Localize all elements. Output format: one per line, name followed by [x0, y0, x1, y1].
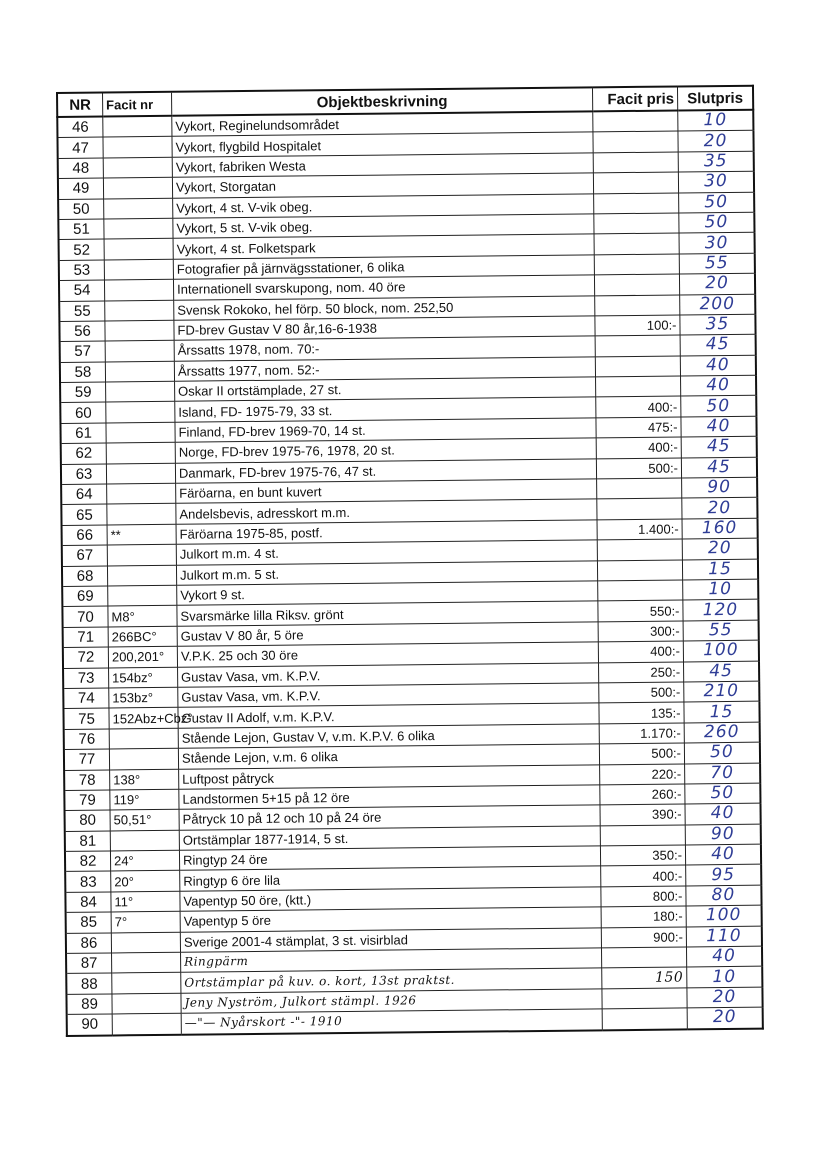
facit-number: 119°: [110, 789, 179, 810]
facit-number: [106, 443, 175, 464]
row-number: 59: [60, 382, 106, 403]
facit-number: [103, 177, 172, 198]
final-price: 50: [679, 212, 755, 233]
facit-price: 500:-: [599, 743, 684, 764]
header-description: Objektbeskrivning: [172, 87, 593, 115]
facit-price: [597, 478, 682, 499]
facit-price: 260:-: [600, 784, 685, 805]
row-number: 71: [63, 627, 109, 648]
facit-number: M8°: [108, 606, 177, 627]
object-description: Vykort, 4 st. V-vik obeg.: [173, 193, 594, 218]
facit-number: [111, 932, 180, 953]
object-description: Ringpärm: [181, 948, 602, 973]
row-number: 65: [61, 504, 107, 525]
final-price: 45: [681, 457, 757, 478]
object-description: Vykort, flygbild Hospitalet: [172, 132, 593, 157]
object-description: V.P.K. 25 och 30 öre: [177, 642, 598, 667]
row-number: 79: [64, 790, 110, 811]
object-description: Ortstämplar 1877-1914, 5 st.: [179, 826, 600, 851]
final-price: 20: [682, 498, 758, 519]
facit-number: 266BC°: [108, 626, 177, 647]
final-price: 40: [681, 416, 757, 437]
final-price: 40: [686, 946, 762, 967]
row-number: 69: [62, 586, 108, 607]
object-description: Gustav Vasa, vm. K.P.V.: [178, 683, 599, 708]
facit-number: 11°: [111, 891, 180, 912]
facit-price: [602, 988, 687, 1009]
facit-number: [112, 1013, 181, 1035]
facit-number: [105, 341, 174, 362]
object-description: Island, FD- 1975-79, 33 st.: [175, 397, 596, 422]
final-price: 20: [678, 131, 754, 152]
facit-number: [112, 973, 181, 994]
row-number: 90: [67, 1014, 113, 1035]
facit-number: [112, 952, 181, 973]
row-number: 62: [61, 443, 107, 464]
object-description: Fotografier på järnvägsstationer, 6 olika: [173, 255, 594, 280]
row-number: 84: [65, 892, 111, 913]
object-description: Sverige 2001-4 stämplat, 3 st. visirblad: [180, 927, 601, 952]
row-number: 88: [66, 973, 112, 994]
object-description: Ortstämplar på kuv. o. kort, 13st praktst.: [181, 968, 602, 993]
facit-number: [107, 504, 176, 525]
final-price: 70: [685, 763, 761, 784]
object-description: Stående Lejon, Gustav V, v.m. K.P.V. 6 olika: [178, 724, 599, 749]
facit-price: [594, 274, 679, 295]
row-number: 74: [63, 688, 109, 709]
facit-price: [602, 1008, 687, 1030]
final-price: 55: [683, 620, 759, 641]
facit-number: [106, 381, 175, 402]
object-description: Norge, FD-brev 1975-76, 1978, 20 st.: [175, 438, 596, 463]
final-price: 80: [686, 885, 762, 906]
facit-price: [595, 294, 680, 315]
object-description: Danmark, FD-brev 1975-76, 47 st.: [175, 459, 596, 484]
facit-number: [112, 993, 181, 1014]
facit-price: [600, 825, 685, 846]
object-description: Årssatts 1978, nom. 70:-: [174, 336, 595, 361]
row-number: 73: [63, 668, 109, 689]
final-price: 15: [682, 559, 758, 580]
row-number: 58: [60, 362, 106, 383]
facit-price: 150: [602, 967, 687, 988]
row-number: 75: [63, 708, 109, 729]
row-number: 81: [65, 831, 111, 852]
facit-price: [593, 110, 678, 132]
row-number: 51: [58, 219, 104, 240]
object-description: Julkort m.m. 5 st.: [176, 560, 597, 585]
facit-number: 153bz°: [109, 687, 178, 708]
object-description: Årssatts 1977, nom. 52:-: [174, 357, 595, 382]
facit-price: [594, 233, 679, 254]
facit-number: [108, 585, 177, 606]
row-number: 85: [66, 912, 112, 933]
facit-price: 1.170:-: [599, 723, 684, 744]
facit-number: **: [107, 524, 176, 545]
facit-price: 180:-: [601, 906, 686, 927]
row-number: 46: [57, 117, 103, 138]
object-description: Ringtyp 6 öre lila: [180, 866, 601, 891]
object-description: Andelsbevis, adresskort m.m.: [176, 499, 597, 524]
row-number: 78: [64, 769, 110, 790]
facit-number: 200,201°: [108, 646, 177, 667]
facit-number: [106, 402, 175, 423]
row-number: 70: [62, 606, 108, 627]
row-number: 60: [60, 402, 106, 423]
final-price: 45: [681, 436, 757, 457]
object-description: FD-brev Gustav V 80 år,16-6-1938: [174, 316, 595, 341]
object-description: Vykort, Reginelundsområdet: [172, 111, 593, 136]
facit-price: 250:-: [599, 662, 684, 683]
facit-price: [593, 131, 678, 152]
row-number: 61: [60, 423, 106, 444]
facit-price: 350:-: [600, 845, 685, 866]
final-price: 50: [681, 396, 757, 417]
final-price: 20: [687, 1007, 763, 1029]
facit-number: [110, 830, 179, 851]
header-nr: NR: [57, 93, 103, 117]
row-number: 86: [66, 933, 112, 954]
facit-price: [594, 193, 679, 214]
object-description: Vykort, 5 st. V-vik obeg.: [173, 214, 594, 239]
row-number: 52: [59, 239, 105, 260]
facit-number: [103, 157, 172, 178]
object-description: Vapentyp 50 öre, (ktt.): [180, 887, 601, 912]
row-number: 80: [65, 810, 111, 831]
facit-number: 138°: [110, 769, 179, 790]
final-price: 45: [683, 661, 759, 682]
object-description: Vykort, Storgatan: [172, 173, 593, 198]
header-facit-pris: Facit pris: [592, 86, 677, 111]
row-number: 54: [59, 280, 105, 301]
final-price: 100: [686, 905, 762, 926]
facit-price: [597, 539, 682, 560]
object-description: Ringtyp 24 öre: [179, 846, 600, 871]
facit-price: 390:-: [600, 804, 685, 825]
facit-number: [103, 137, 172, 158]
facit-price: 100:-: [595, 315, 680, 336]
object-description: —"— Nyårskort -"- 1910: [181, 1009, 602, 1034]
facit-price: 400:-: [601, 865, 686, 886]
facit-number: 20°: [111, 871, 180, 892]
row-number: 57: [60, 341, 106, 362]
row-number: 83: [65, 871, 111, 892]
row-number: 64: [61, 484, 107, 505]
object-description: Vapentyp 5 öre: [180, 907, 601, 932]
row-number: 49: [58, 178, 104, 199]
row-number: 66: [62, 525, 108, 546]
row-number: 48: [58, 158, 104, 179]
facit-price: 220:-: [600, 763, 685, 784]
row-number: 82: [65, 851, 111, 872]
object-description: Färöarna 1975-85, postf.: [176, 520, 597, 545]
object-description: Vykort, fabriken Westa: [172, 153, 593, 178]
final-price: 10: [687, 967, 763, 988]
facit-price: 800:-: [601, 886, 686, 907]
final-price: 110: [686, 926, 762, 947]
row-number: 76: [64, 729, 110, 750]
object-description: Julkort m.m. 4 st.: [176, 540, 597, 565]
facit-price: [595, 356, 680, 377]
object-description: Påtryck 10 på 12 och 10 på 24 öre: [179, 805, 600, 830]
final-price: 30: [679, 233, 755, 254]
final-price: 50: [679, 192, 755, 213]
facit-number: [107, 565, 176, 586]
auction-list-table: [56, 85, 764, 1037]
final-price: 50: [684, 742, 760, 763]
object-description: Svensk Rokoko, hel förp. 50 block, nom. 252,50: [174, 295, 595, 320]
final-price: 260: [684, 722, 760, 743]
object-description: Finland, FD-brev 1969-70, 14 st.: [175, 418, 596, 443]
final-price: 40: [681, 375, 757, 396]
final-price: 20: [682, 538, 758, 559]
facit-price: 300:-: [598, 621, 683, 642]
facit-price: [597, 560, 682, 581]
object-description: Gustav Vasa, vm. K.P.V.: [178, 662, 599, 687]
facit-number: 24°: [110, 850, 179, 871]
final-price: 10: [678, 110, 754, 132]
final-price: 15: [684, 701, 760, 722]
object-description: Oskar II ortstämplade, 27 st.: [175, 377, 596, 402]
facit-price: 135:-: [599, 702, 684, 723]
final-price: 10: [683, 579, 759, 600]
facit-number: [105, 300, 174, 321]
object-description: Luftpost påtryck: [179, 764, 600, 789]
object-description: Jeny Nyström, Julkort stämpl. 1926: [181, 989, 602, 1014]
facit-number: [104, 259, 173, 280]
facit-number: [106, 422, 175, 443]
final-price: 95: [686, 865, 762, 886]
facit-price: 400:-: [596, 396, 681, 417]
header-facit-nr: Facit nr: [103, 92, 172, 117]
table-body: [57, 110, 763, 1036]
row-number: 55: [59, 301, 105, 322]
facit-price: [598, 580, 683, 601]
facit-number: 154bz°: [109, 667, 178, 688]
final-price: 90: [682, 477, 758, 498]
facit-price: [593, 152, 678, 173]
facit-price: 475:-: [596, 417, 681, 438]
facit-price: 500:-: [596, 458, 681, 479]
final-price: 200: [680, 294, 756, 315]
facit-number: [106, 463, 175, 484]
facit-price: 500:-: [599, 682, 684, 703]
object-description: Vykort 9 st.: [177, 581, 598, 606]
facit-number: [104, 279, 173, 300]
facit-price: 550:-: [598, 600, 683, 621]
facit-price: [594, 213, 679, 234]
final-price: 35: [680, 314, 756, 335]
facit-price: [593, 172, 678, 193]
final-price: 40: [685, 803, 761, 824]
object-description: Stående Lejon, v.m. 6 olika: [178, 744, 599, 769]
final-price: 20: [679, 273, 755, 294]
row-number: 47: [57, 137, 103, 158]
facit-number: [105, 320, 174, 341]
final-price: 160: [682, 518, 758, 539]
final-price: 20: [687, 987, 763, 1008]
final-price: 120: [683, 600, 759, 621]
object-description: Gustav II Adolf, v.m. K.P.V.: [178, 703, 599, 728]
final-price: 40: [680, 355, 756, 376]
object-description: Färöarna, en bunt kuvert: [176, 479, 597, 504]
facit-number: [104, 239, 173, 260]
facit-number: [107, 483, 176, 504]
facit-price: [594, 254, 679, 275]
final-price: 35: [678, 151, 754, 172]
final-price: 40: [685, 844, 761, 865]
row-number: 89: [66, 994, 112, 1015]
row-number: 63: [61, 464, 107, 485]
facit-number: [103, 116, 172, 138]
final-price: 210: [684, 681, 760, 702]
object-description: Landstormen 5+15 på 12 öre: [179, 785, 600, 810]
facit-number: [109, 748, 178, 769]
facit-number: [104, 198, 173, 219]
facit-price: [597, 498, 682, 519]
final-price: 50: [685, 783, 761, 804]
facit-price: [596, 376, 681, 397]
object-description: Gustav V 80 år, 5 öre: [177, 622, 598, 647]
object-description: Svarsmärke lilla Riksv. grönt: [177, 601, 598, 626]
final-price: 90: [685, 824, 761, 845]
row-number: 53: [59, 260, 105, 281]
facit-number: [105, 361, 174, 382]
facit-number: 152Abz+Cbz°: [109, 708, 178, 729]
facit-price: 400:-: [596, 437, 681, 458]
object-description: Vykort, 4 st. Folketspark: [173, 234, 594, 259]
facit-price: [601, 947, 686, 968]
facit-number: 50,51°: [110, 810, 179, 831]
row-number: 50: [58, 199, 104, 220]
row-number: 77: [64, 749, 110, 770]
facit-number: [107, 544, 176, 565]
facit-price: [595, 335, 680, 356]
final-price: 45: [680, 334, 756, 355]
header-slutpris: Slutpris: [677, 86, 753, 111]
facit-price: 900:-: [601, 927, 686, 948]
facit-price: 400:-: [598, 641, 683, 662]
facit-price: 1.400:-: [597, 519, 682, 540]
final-price: 55: [679, 253, 755, 274]
row-number: 72: [63, 647, 109, 668]
facit-number: [104, 218, 173, 239]
object-description: Internationell svarskupong, nom. 40 öre: [173, 275, 594, 300]
row-number: 68: [62, 566, 108, 587]
row-number: 87: [66, 953, 112, 974]
final-price: 30: [678, 171, 754, 192]
facit-number: [109, 728, 178, 749]
row-number: 56: [59, 321, 105, 342]
final-price: 100: [683, 640, 759, 661]
facit-number: 7°: [111, 911, 180, 932]
row-number: 67: [62, 545, 108, 566]
